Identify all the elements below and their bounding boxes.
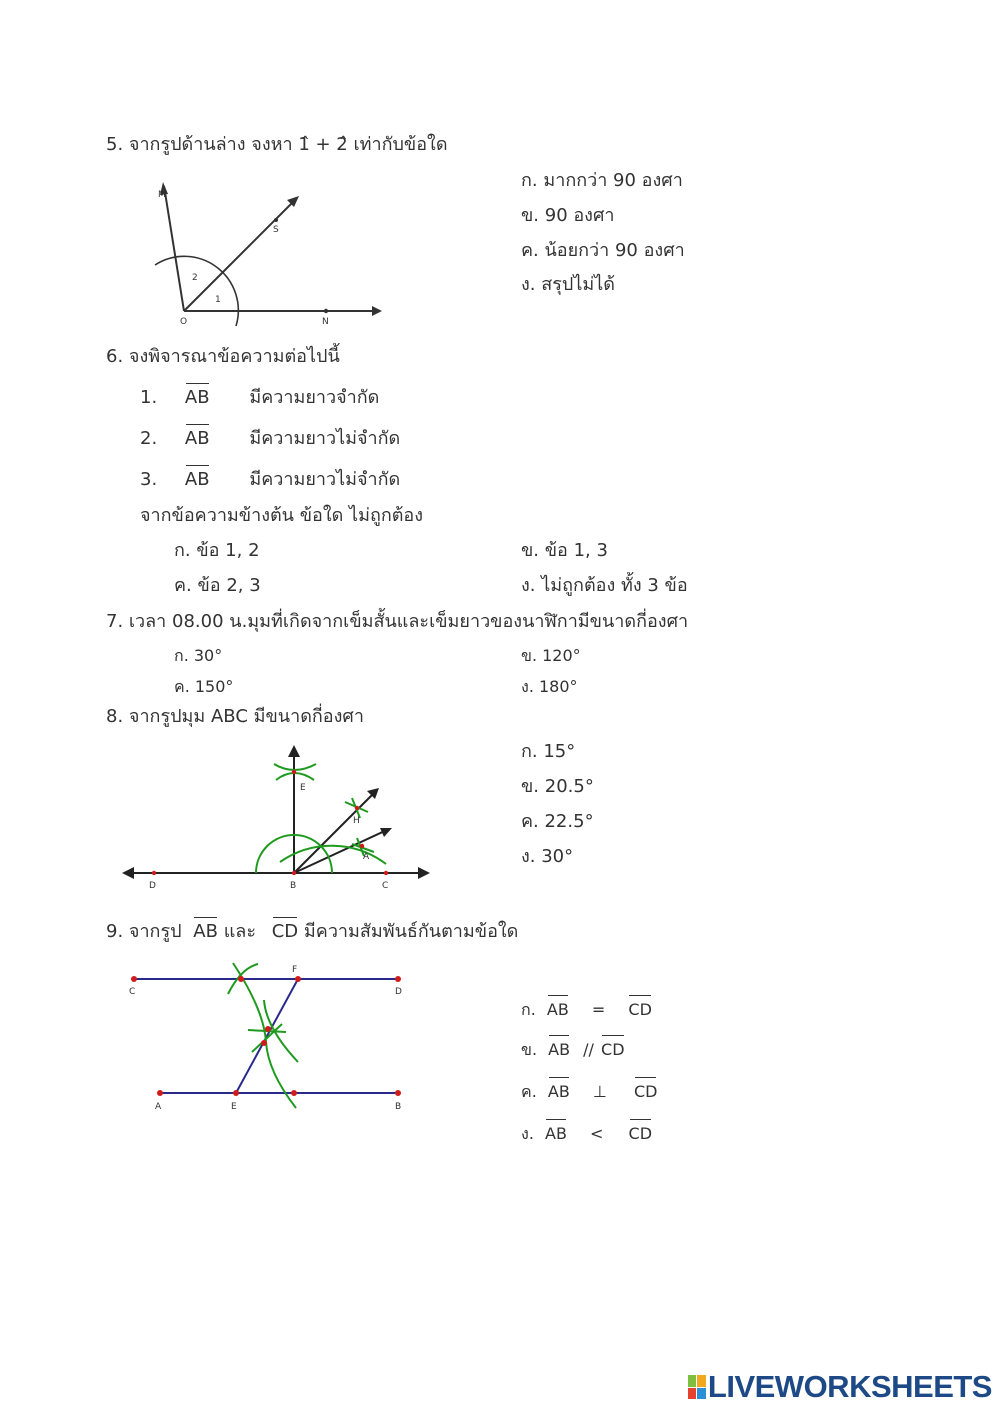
relation-parallel: // — [583, 1040, 594, 1059]
liveworksheets-footer — [688, 1367, 992, 1407]
q6-option-a[interactable]: ก. ข้อ 1, 2 — [174, 540, 260, 561]
label-a: A — [155, 1102, 162, 1112]
label-a: A — [363, 852, 370, 862]
segment-ab-symbol: AB — [193, 921, 218, 942]
statement-text: มีความยาวไม่จำกัด — [249, 428, 401, 449]
q8-option-a[interactable]: ก. 15° — [521, 741, 576, 762]
label-angle1: 1 — [215, 295, 221, 305]
segment-ab-symbol: AB — [546, 1000, 569, 1019]
label-e: E — [300, 783, 306, 793]
point-arc-cross — [261, 1040, 267, 1046]
q9-suffix: มีความสัมพันธ์กันตามข้อใด — [303, 921, 519, 942]
label-f: F — [292, 965, 298, 975]
q8-question: 8. จากรูปมุม ABC มีขนาดกี่องศา — [106, 706, 364, 727]
transversal-ef — [236, 979, 298, 1093]
label-m: M — [158, 190, 166, 200]
label-o: O — [180, 317, 188, 327]
point-c — [131, 976, 137, 982]
point-arc-mid — [265, 1026, 271, 1032]
relation-perpendicular: ⊥ — [592, 1082, 607, 1101]
point-arc-top — [238, 976, 244, 982]
q7-option-c[interactable]: ค. 150° — [174, 677, 234, 696]
q6-prompt: จากข้อความข้างต้น ข้อใด ไม่ถูกต้อง — [140, 505, 424, 526]
q7-question: 7. เวลา 08.00 น.มุมที่เกิดจากเข็มสั้นและเข็มยาวของนาฬิกามีขนาดกี่องศา — [106, 611, 689, 632]
q7-option-b[interactable]: ข. 120° — [521, 646, 581, 665]
segment-cd-symbol: CD — [628, 1000, 652, 1019]
q9-option-b[interactable] — [521, 1039, 625, 1061]
liveworksheets-logo-icon — [688, 1375, 706, 1399]
point-arc-bottom — [291, 1090, 297, 1096]
statement-number: 3. — [140, 469, 158, 490]
segment-cd-symbol: CD — [601, 1040, 625, 1059]
label-n: N — [322, 317, 329, 327]
q5-option-a[interactable]: ก. มากกว่า 90 องศา — [521, 170, 683, 191]
statement-number: 2. — [140, 428, 158, 449]
q9-prefix: 9. จากรูป — [106, 921, 182, 942]
q9-option-c[interactable] — [521, 1081, 657, 1103]
q9-and: และ — [223, 921, 256, 942]
point-a — [157, 1090, 163, 1096]
q5-option-d[interactable]: ง. สรุปไม่ได้ — [521, 274, 615, 295]
statement-number: 1. — [140, 387, 158, 408]
point-e — [233, 1090, 239, 1096]
q7-option-d[interactable]: ง. 180° — [521, 677, 578, 696]
option-label: ง. — [521, 1124, 534, 1143]
q6-question: 6. จงพิจารณาข้อความต่อไปนี้ — [106, 346, 340, 367]
q8-option-d[interactable]: ง. 30° — [521, 846, 574, 867]
line-ab-symbol: AB — [184, 428, 210, 449]
construction-arc-main — [233, 963, 296, 1108]
statement-text: มีความยาวจำกัด — [249, 387, 380, 408]
segment-ab-symbol: AB — [184, 469, 210, 490]
relation-less-than: < — [590, 1124, 604, 1143]
label-b: B — [395, 1102, 402, 1112]
q9-option-a[interactable] — [521, 999, 652, 1021]
brand-name: LIVEWORKSHEETS — [707, 1369, 992, 1404]
q9-option-d[interactable] — [521, 1123, 652, 1145]
label-h: H — [353, 816, 360, 826]
label-b: B — [290, 881, 297, 891]
q8-option-b[interactable]: ข. 20.5° — [521, 776, 594, 797]
point-b — [395, 1090, 401, 1096]
label-d: D — [149, 881, 156, 891]
label-e: E — [231, 1102, 237, 1112]
segment-cd-symbol: CD — [628, 1124, 653, 1143]
label-d: D — [395, 987, 402, 997]
q6-option-b[interactable]: ข. ข้อ 1, 3 — [521, 540, 608, 561]
q6-option-c[interactable]: ค. ข้อ 2, 3 — [174, 575, 261, 596]
option-label: ค. — [521, 1082, 537, 1101]
q7-option-a[interactable]: ก. 30° — [174, 646, 223, 665]
relation-equal: = — [591, 1000, 606, 1019]
segment-ab-symbol: AB — [547, 1082, 570, 1101]
q8-option-c[interactable]: ค. 22.5° — [521, 811, 594, 832]
segment-cd-symbol: CD — [633, 1082, 658, 1101]
segment-cd-symbol: CD — [271, 921, 299, 942]
q6-option-d[interactable]: ง. ไม่ถูกต้อง ทั้ง 3 ข้อ — [521, 575, 688, 596]
option-label: ข. — [521, 1040, 538, 1059]
q5-question: 5. จากรูปด้านล่าง จงหา 1̂ + 2̂ เท่ากับข้อใด — [106, 134, 448, 155]
statement-text: มีความยาวไม่จำกัด — [249, 469, 401, 490]
label-c: C — [382, 881, 389, 891]
segment-ab-symbol: AB — [548, 1040, 571, 1059]
segment-ab-symbol: AB — [545, 1124, 567, 1143]
label-c: C — [129, 987, 136, 997]
label-angle2: 2 — [192, 273, 198, 283]
option-label: ก. — [521, 1000, 536, 1019]
ray-ab-symbol: AB — [184, 387, 210, 408]
q5-option-c[interactable]: ค. น้อยกว่า 90 องศา — [521, 240, 685, 261]
q5-option-b[interactable]: ข. 90 องศา — [521, 205, 615, 226]
point-d — [395, 976, 401, 982]
label-s: S — [273, 225, 279, 235]
point-f — [295, 976, 301, 982]
